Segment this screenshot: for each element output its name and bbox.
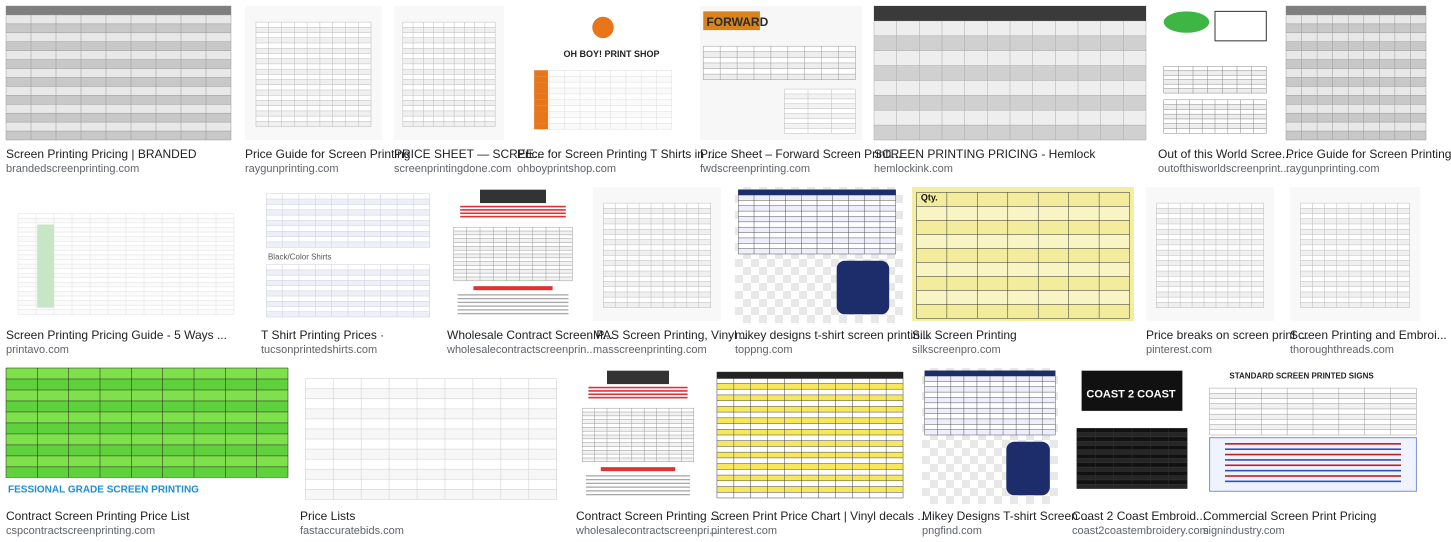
image-result-card[interactable]: [711, 368, 928, 542]
image-result-card[interactable]: [245, 6, 411, 180]
result-title[interactable]: MAS Screen Printing, Vinyl ...: [593, 328, 751, 342]
result-thumbnail[interactable]: [1158, 6, 1272, 140]
image-result-card[interactable]: [261, 187, 435, 361]
image-result-card[interactable]: [912, 187, 1134, 361]
result-title[interactable]: Mikey Designs T-shirt Screen ...: [922, 509, 1092, 523]
result-source: pinterest.com: [711, 525, 778, 537]
svg-text:FORWARD: FORWARD: [706, 15, 769, 30]
image-result-card[interactable]: [6, 368, 288, 542]
svg-text:COAST 2 COAST: COAST 2 COAST: [1086, 388, 1176, 401]
result-source: raygunprinting.com: [245, 163, 339, 175]
image-result-card[interactable]: [700, 6, 902, 180]
result-source: tucsonprintedshirts.com: [261, 344, 378, 356]
result-title[interactable]: Contract Screen Printing Price List: [6, 509, 190, 523]
result-thumbnail[interactable]: [6, 6, 231, 140]
result-thumbnail[interactable]: [711, 368, 909, 502]
result-thumbnail[interactable]: [874, 6, 1146, 140]
result-source: toppng.com: [735, 344, 793, 356]
result-source: wholesalecontractscreenprin...: [447, 344, 596, 356]
result-title[interactable]: Price Sheet – Forward Screen Printi...: [700, 147, 902, 161]
result-thumbnail[interactable]: [261, 187, 435, 321]
result-title[interactable]: SCREEN PRINTING PRICING - Hemlock: [874, 147, 1096, 161]
result-thumbnail[interactable]: [300, 368, 562, 502]
result-source: wholesalecontractscreenpri...: [576, 525, 719, 537]
result-title[interactable]: Contract Screen Printing ...: [576, 509, 721, 523]
result-thumbnail[interactable]: [245, 6, 382, 140]
image-result-card[interactable]: [300, 368, 562, 542]
image-result-card[interactable]: [6, 6, 231, 180]
image-result-card[interactable]: [1290, 187, 1447, 361]
result-thumbnail[interactable]: [735, 187, 899, 321]
result-title[interactable]: Coast 2 Coast Embroid...: [1072, 509, 1207, 523]
result-title[interactable]: Price Guide for Screen Printing: [1286, 147, 1451, 161]
result-thumbnail[interactable]: [1290, 187, 1420, 321]
image-result-card[interactable]: [517, 6, 718, 180]
result-title[interactable]: Out of this World Scree...: [1158, 147, 1292, 161]
result-source: signindustry.com: [1203, 525, 1285, 537]
result-thumbnail[interactable]: [593, 187, 721, 321]
result-thumbnail[interactable]: [1286, 6, 1426, 140]
result-source: thoroughthreads.com: [1290, 344, 1394, 356]
result-thumbnail[interactable]: [447, 187, 579, 321]
result-title[interactable]: Price breaks on screen print ...: [1146, 328, 1309, 342]
result-source: ohboyprintshop.com: [517, 163, 617, 175]
image-result-card[interactable]: [1146, 187, 1309, 361]
result-thumbnail[interactable]: [1146, 187, 1274, 321]
result-thumbnail[interactable]: [517, 6, 689, 140]
result-thumbnail[interactable]: [394, 6, 504, 140]
result-title[interactable]: Commercial Screen Print Pricing: [1203, 509, 1377, 523]
svg-text:Black/Color Shirts: Black/Color Shirts: [267, 252, 332, 262]
result-source: printavo.com: [6, 344, 69, 356]
result-source: fwdscreenprinting.com: [700, 163, 811, 175]
result-title[interactable]: Screen Print Price Chart | Vinyl decals ...: [711, 509, 928, 523]
image-result-card[interactable]: [1072, 368, 1209, 542]
result-title[interactable]: Price Lists: [300, 509, 356, 523]
result-source: fastaccuratebids.com: [300, 525, 404, 537]
result-source: masscreenprinting.com: [593, 344, 707, 356]
image-result-card[interactable]: [447, 187, 613, 361]
svg-text:STANDARD SCREEN PRINTED SIGNS: STANDARD SCREEN PRINTED SIGNS: [1229, 371, 1374, 381]
result-source: silkscreenpro.com: [912, 344, 1001, 356]
result-thumbnail[interactable]: [912, 187, 1134, 321]
result-title[interactable]: mikey designs t-shirt screen printin...: [735, 328, 930, 342]
result-title[interactable]: Screen Printing and Embroi...: [1290, 328, 1447, 342]
image-result-card[interactable]: [394, 6, 544, 180]
result-source: screenprintingdone.com: [394, 163, 512, 175]
result-source: coast2coastembroidery.com: [1072, 525, 1209, 537]
result-title[interactable]: Price for Screen Printing T Shirts in ...: [517, 147, 718, 161]
result-thumbnail[interactable]: [700, 6, 862, 140]
result-thumbnail[interactable]: [922, 368, 1058, 502]
result-source: hemlockink.com: [874, 163, 953, 175]
result-title[interactable]: Price Guide for Screen Printing: [245, 147, 411, 161]
result-thumbnail[interactable]: [1203, 368, 1423, 502]
image-result-card[interactable]: [1203, 368, 1423, 542]
image-result-card[interactable]: [1158, 6, 1292, 180]
image-result-card[interactable]: [6, 187, 246, 361]
result-thumbnail[interactable]: [1072, 368, 1192, 502]
image-result-card[interactable]: [593, 187, 751, 361]
result-thumbnail[interactable]: [576, 368, 700, 502]
result-title[interactable]: Wholesale Contract Screen P...: [447, 328, 613, 342]
result-source: pngfind.com: [922, 525, 982, 537]
result-title[interactable]: PRICE SHEET — SCREE...: [394, 147, 544, 161]
result-thumbnail[interactable]: [6, 187, 246, 321]
image-result-card[interactable]: [1286, 6, 1451, 180]
result-thumbnail[interactable]: [6, 368, 288, 502]
svg-text:FESSIONAL GRADE SCREEN PRINTIN: FESSIONAL GRADE SCREEN PRINTING: [8, 484, 199, 496]
image-result-card[interactable]: [576, 368, 721, 542]
svg-text:Qty.: Qty.: [920, 192, 938, 203]
result-title[interactable]: T Shirt Printing Prices ·: [261, 328, 385, 342]
image-result-card[interactable]: [874, 6, 1146, 180]
result-source: raygunprinting.com: [1286, 163, 1380, 175]
result-source: outofthisworldscreenprint...: [1158, 163, 1290, 175]
image-result-card[interactable]: [922, 368, 1092, 542]
result-source: pinterest.com: [1146, 344, 1213, 356]
result-source: brandedscreenprinting.com: [6, 163, 140, 175]
result-title[interactable]: Screen Printing Pricing | BRANDED: [6, 147, 197, 161]
result-title[interactable]: Screen Printing Pricing Guide - 5 Ways ...: [6, 328, 227, 342]
result-source: cspcontractscreenprinting.com: [6, 525, 156, 537]
svg-text:OH BOY! PRINT SHOP: OH BOY! PRINT SHOP: [563, 48, 660, 59]
result-title[interactable]: Silk Screen Printing: [912, 328, 1017, 342]
